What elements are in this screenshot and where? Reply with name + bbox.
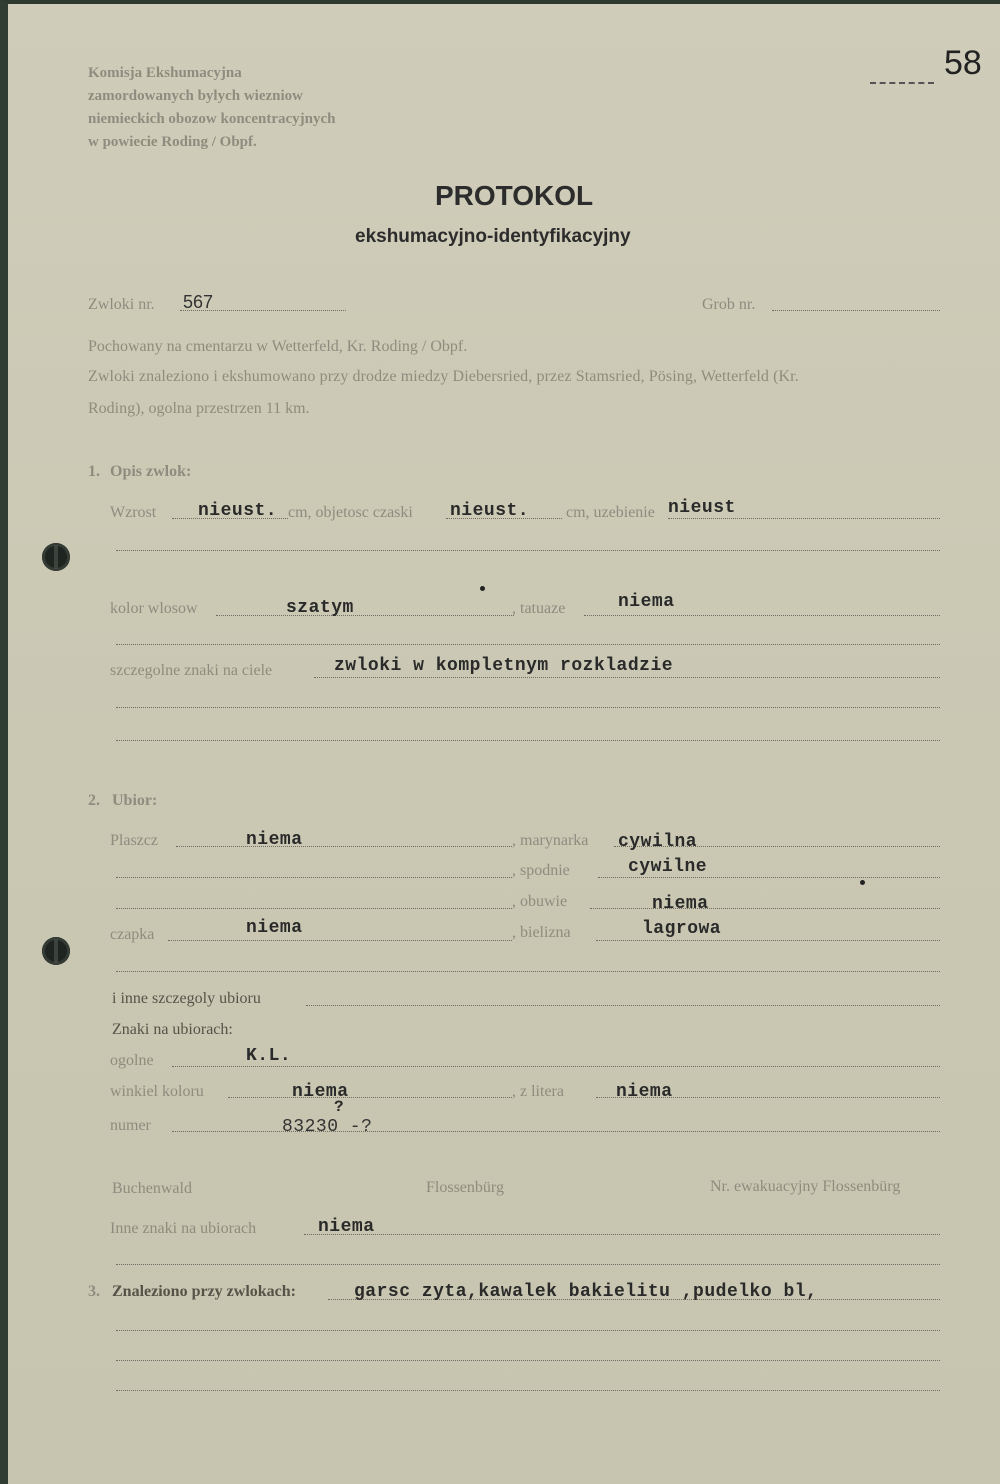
cap-value: niema (246, 918, 303, 938)
letter-value: niema (616, 1082, 673, 1102)
winkel-value: niema (292, 1082, 349, 1102)
remains-label: Zwloki nr. (88, 296, 155, 313)
grave-label: Grob nr. (702, 296, 756, 313)
general-value: K.L. (246, 1046, 292, 1066)
letter-label: , z litera (512, 1083, 564, 1100)
page-number-dash (870, 82, 934, 84)
underwear-value: lagrowa (642, 919, 722, 939)
found-line-2: Roding), ogolna przestrzen 11 km. (88, 400, 310, 417)
trousers-value: cywilne (628, 857, 708, 877)
remains-number: 567 (183, 292, 214, 312)
document-subtitle: ekshumacyjno-identyfikacyjny (355, 226, 631, 247)
number-value: 83230 -? (282, 1117, 373, 1137)
hair-value: szatym (286, 598, 354, 618)
underwear-label: , bielizna (512, 924, 571, 941)
teeth-value: nieust (668, 498, 736, 518)
shoes-label: , obuwie (512, 893, 568, 910)
hair-label: kolor wlosow (110, 600, 198, 617)
tattoo-value: niema (618, 592, 675, 612)
number-label: numer (110, 1117, 151, 1134)
other-marks-label: Inne znaki na ubiorach (110, 1220, 257, 1237)
winkel-question: ? (334, 1098, 345, 1116)
other-details-label: i inne szczegoly ubioru (112, 990, 261, 1007)
page-number: 58 (944, 44, 982, 82)
other-marks-value: niema (318, 1217, 375, 1237)
section1-heading: Opis zwlok: (110, 463, 192, 480)
header-line: w powiecie Roding / Obpf. (88, 134, 257, 150)
marks-on-clothes-label: Znaki na ubiorach: (112, 1021, 233, 1038)
punch-hole-bottom (42, 937, 70, 965)
section3-number: 3. (88, 1283, 100, 1300)
coat-label: Plaszcz (110, 832, 158, 849)
buchenwald-label: Buchenwald (112, 1180, 192, 1197)
section2-heading: Ubior: (112, 792, 158, 809)
found-items-value: garsc zyta,kawalek bakielitu ,pudelko bl, (354, 1282, 818, 1302)
skull-value: nieust. (450, 501, 530, 521)
cm-skull-label: cm, objetosc czaski (288, 504, 413, 521)
jacket-value: cywilna (618, 832, 698, 852)
burial-line: Pochowany na cmentarzu w Wetterfeld, Kr. Roding / Obpf. (88, 338, 468, 355)
header-line: niemieckich obozow koncentracyjnych (88, 111, 336, 127)
general-label: ogolne (110, 1052, 154, 1069)
header-line: zamordowanych bylych wiezniow (88, 88, 303, 104)
shoes-value: niema (652, 894, 709, 914)
evac-number-label: Nr. ewakuacyjny Flossenbürg (710, 1178, 901, 1195)
trousers-label: , spodnie (512, 862, 570, 879)
tattoo-label: , tatuaze (512, 600, 566, 617)
section1-number: 1. (88, 463, 100, 480)
header-line: Komisja Ekshumacyjna (88, 65, 242, 81)
jacket-label: , marynarka (512, 832, 589, 849)
section3-heading: Znaleziono przy zwlokach: (112, 1283, 296, 1300)
cap-label: czapka (110, 926, 155, 943)
document-title: PROTOKOL (435, 180, 594, 211)
cm-teeth-label: cm, uzebienie (566, 504, 655, 521)
flossenburg-label: Flossenbürg (426, 1179, 504, 1196)
height-value: nieust. (198, 501, 278, 521)
found-line-1: Zwloki znaleziono i ekshumowano przy drodze miedzy Diebersried, przez Stamsried, Pösing, Wetterfeld (Kr. (88, 368, 799, 385)
punch-hole-top (42, 543, 70, 571)
height-label: Wzrost (110, 504, 157, 521)
coat-value: niema (246, 830, 303, 850)
marks-label: szczegolne znaki na ciele (110, 662, 273, 679)
section2-number: 2. (88, 792, 100, 809)
marks-value: zwloki w kompletnym rozkladzie (334, 656, 674, 676)
winkel-label: winkiel koloru (110, 1083, 204, 1100)
